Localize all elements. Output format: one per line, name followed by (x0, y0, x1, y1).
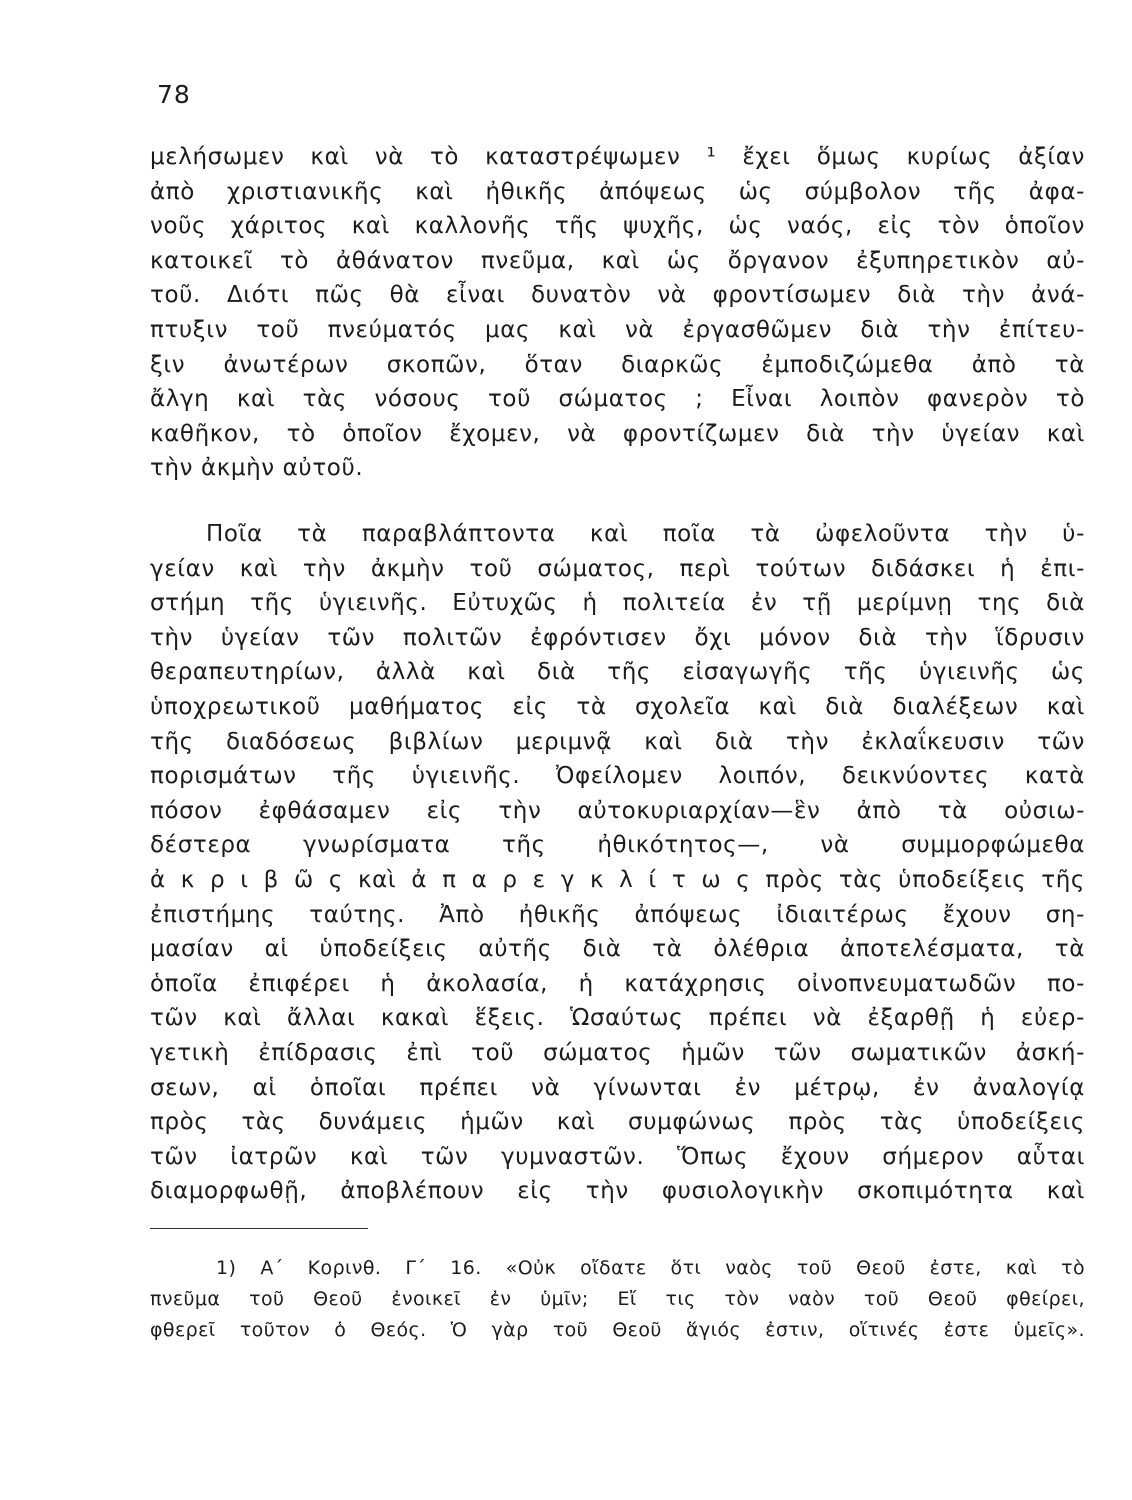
text-line: τῶν καὶ ἄλλαι κακαὶ ἕξεις. Ὡσαύτως πρέπει νὰ ἐξαρθῇ ἡ εὐερ- (150, 1005, 1085, 1032)
text-line: πτυξιν τοῦ πνεύματός μας καὶ νὰ ἐργασθῶμεν διὰ τὴν ἐπίτευ- (150, 316, 1085, 343)
text-line: σεων, αἱ ὁποῖαι πρέπει νὰ γίνωνται ἐν μέτρῳ, ἐν ἀναλογίᾳ (150, 1074, 1085, 1101)
text-line: τῆς διαδόσεως βιβλίων μεριμνᾷ καὶ διὰ τὴν ἐκλαΐκευσιν τῶν (150, 728, 1085, 755)
text-line: ἄλγη καὶ τὰς νόσους τοῦ σώματος ; Εἶναι λοιπὸν φανερὸν τὸ (150, 386, 1085, 413)
text-line: τῶν ἰατρῶν καὶ τῶν γυμναστῶν. Ὅπως ἔχουν σήμερον αὗται (150, 1143, 1085, 1170)
text-line: νοῦς χάριτος καὶ καλλονῆς τῆς ψυχῆς, ὡς ναός, εἰς τὸν ὁποῖον (150, 213, 1085, 240)
text-line: ὁποῖα ἐπιφέρει ἡ ἀκολασία, ἡ κατάχρησις οἰνοπνευματωδῶν πο- (150, 970, 1085, 997)
text-line: ξιν ἀνωτέρων σκοπῶν, ὅταν διαρκῶς ἐμποδιζώμεθα ἀπὸ τὰ (150, 351, 1085, 378)
text-line: μασίαν αἱ ὑποδείξεις αὐτῆς διὰ τὰ ὀλέθρια ἀποτελέσματα, τὰ (150, 936, 1085, 963)
footnote (150, 1253, 1085, 1346)
text-line: τοῦ. Διότι πῶς θὰ εἶναι δυνατὸν νὰ φροντίσωμεν διὰ τὴν ἀνά- (150, 282, 1085, 309)
paragraph-1 (150, 140, 1085, 486)
text-line: γείαν καὶ τὴν ἀκμὴν τοῦ σώματος, περὶ τούτων διδάσκει ἡ ἐπι- (150, 555, 1085, 582)
text-line: πόσον ἐφθάσαμεν εἰς τὴν αὐτοκυριαρχίαν—ἓν ἀπὸ τὰ οὐσιω- (150, 797, 1085, 824)
text-line: δέστερα γνωρίσματα τῆς ἠθικότητος—, νὰ συμμορφώμεθα (150, 832, 1085, 859)
page-number: 78 (157, 80, 191, 109)
text-line: μελήσωμεν καὶ νὰ τὸ καταστρέψωμεν ¹ ἔχει ὅμως κυρίως ἀξίαν (150, 144, 1085, 170)
text-line: διαμορφωθῇ, ἀποβλέπουν εἰς τὴν φυσιολογικὴν σκοπιμότητα καὶ (150, 1178, 1085, 1205)
paragraph-2 (150, 517, 1085, 1209)
footnote-line: φθερεῖ τοῦτον ὁ Θεός. Ὁ γὰρ τοῦ Θεοῦ ἅγιός ἐστιν, οἵτινές ἐστε ὑμεῖς». (150, 1319, 1085, 1341)
text-line: τὴν ὑγείαν τῶν πολιτῶν ἐφρόντισεν ὄχι μόνον διὰ τὴν ἵδρυσιν (150, 624, 1085, 651)
text-line: ἀ κ ρ ι β ῶ ς καὶ ἀ π α ρ ε γ κ λ ί τ ω ς πρὸς τὰς ὑποδείξεις τῆς (150, 866, 1085, 893)
text-line: γετικὴ ἐπίδρασις ἐπὶ τοῦ σώματος ἡμῶν τῶν σωματικῶν ἀσκή- (150, 1039, 1085, 1066)
text-line: πορισμάτων τῆς ὑγιεινῆς. Ὀφείλομεν λοιπόν, δεικνύοντες κατὰ (150, 763, 1085, 790)
footnote-line: πνεῦμα τοῦ Θεοῦ ἐνοικεῖ ἐν ὑμῖν; Εἴ τις τὸν ναὸν τοῦ Θεοῦ φθείρει, (150, 1288, 1085, 1310)
footnote-divider (150, 1228, 368, 1229)
text-line: ἀπὸ χριστιανικῆς καὶ ἠθικῆς ἀπόψεως ὡς σύμβολον τῆς ἀφα- (150, 178, 1085, 205)
text-line: θεραπευτηρίων, ἀλλὰ καὶ διὰ τῆς εἰσαγωγῆς τῆς ὑγιεινῆς ὡς (150, 659, 1085, 686)
text-line: ὑποχρεωτικοῦ μαθήματος εἰς τὰ σχολεῖα καὶ διὰ διαλέξεων καὶ (150, 693, 1085, 720)
text-line: στήμη τῆς ὑγιεινῆς. Εὐτυχῶς ἡ πολιτεία ἐν τῇ μερίμνῃ της διὰ (150, 590, 1085, 617)
footnote-line: 1) Α΄ Κορινθ. Γ΄ 16. «Οὐκ οἴδατε ὅτι ναὸς τοῦ Θεοῦ ἐστε, καὶ τὸ (216, 1257, 1085, 1279)
text-line: ἐπιστήμης ταύτης. Ἀπὸ ἠθικῆς ἀπόψεως ἰδιαιτέρως ἔχουν ση- (150, 901, 1085, 928)
text-line: πρὸς τὰς δυνάμεις ἡμῶν καὶ συμφώνως πρὸς τὰς ὑποδείξεις (150, 1109, 1085, 1136)
text-line: κατοικεῖ τὸ ἀθάνατον πνεῦμα, καὶ ὡς ὄργανον ἐξυπηρετικὸν αὐ- (150, 247, 1085, 274)
text-line: Ποῖα τὰ παραβλάπτοντα καὶ ποῖα τὰ ὠφελοῦντα τὴν ὑ- (206, 521, 1085, 547)
text-line: τὴν ἀκμὴν αὐτοῦ. (150, 455, 364, 482)
text-line: καθῆκον, τὸ ὁποῖον ἔχομεν, νὰ φροντίζωμεν διὰ τὴν ὑγείαν καὶ (150, 420, 1085, 447)
